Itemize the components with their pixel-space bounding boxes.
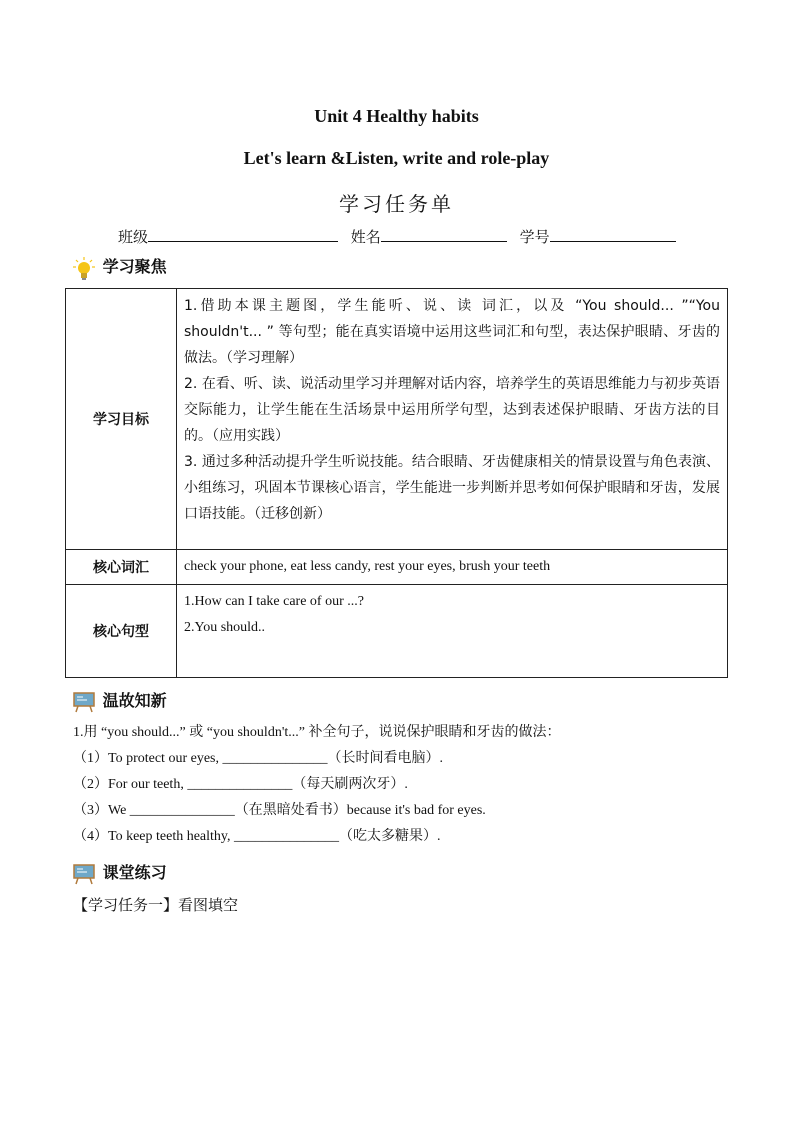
name-label: 姓名: [350, 228, 381, 246]
focus-heading-text: 学习聚焦: [102, 257, 167, 276]
review-heading-text: 温故知新: [102, 691, 167, 710]
review-heading: [73, 688, 167, 713]
lightbulb-icon: [73, 257, 95, 279]
vocab-line: check your phone, eat less candy, rest your eyes, brush your teeth: [184, 559, 551, 574]
review-item-4: （4）To keep teeth healthy, _______________（吃太多糖果）.: [73, 829, 441, 844]
review-intro: 1.用 “you should...” 或 “you shouldn't...” 补全句子，说说保护眼睛和牙齿的做法：: [73, 725, 561, 740]
unit-title: Unit 4 Healthy habits: [314, 106, 479, 126]
sentence-content: [177, 585, 728, 678]
easel-icon: [73, 691, 95, 713]
practice-heading-text: 课堂练习: [102, 863, 167, 882]
vocab-content: [177, 550, 728, 585]
easel-icon: [73, 863, 95, 885]
name-blank[interactable]: [381, 227, 507, 242]
sentence-2: 2.You should..: [184, 620, 266, 635]
review-item-3: （3）We _______________（在黑暗处看书）because it's bad for eyes.: [73, 803, 486, 818]
goal-1: 1.借助本课主题图，学生能听、说、读 词汇，以及 “You should... ”“You shouldn't... ” 等句型；能在真实语境中运用这些词汇和句型，表达保护眼睛、牙齿的做法。（学习理解）: [184, 298, 720, 366]
practice-task: 【学习任务一】看图填空: [73, 896, 239, 914]
class-label: 班级: [118, 228, 149, 246]
goal-3: 3. 通过多种活动提升学生听说技能。结合眼睛、牙齿健康相关的情景设置与角色表演、小组练习，巩固本节课核心语言，学生能进一步判断并思考如何保护眼睛和牙齿，发展口语技能。（迁移创新）: [184, 454, 720, 522]
goals-content: [177, 289, 728, 550]
number-label: 学号: [519, 228, 550, 246]
vocab-label: 核心词汇: [66, 550, 177, 585]
number-blank[interactable]: [550, 227, 676, 242]
review-item-2: （2）For our teeth, _______________（每天刷两次牙）.: [73, 777, 408, 792]
table-row: [66, 550, 728, 585]
sentence-label: 核心句型: [66, 585, 177, 678]
goal-2: 2. 在看、听、读、说活动里学习并理解对话内容，培养学生的英语思维能力与初步英语交际能力，让学生能在生活场景中运用所学句型，达到表述保护眼睛、牙齿方法的目的。（应用实践）: [184, 376, 720, 444]
table-row: [66, 289, 728, 550]
student-info-line: [118, 226, 684, 247]
sheet-title: 学习任务单: [339, 192, 454, 216]
sentence-1: 1.How can I take care of our ...?: [184, 594, 364, 609]
focus-table: [65, 288, 728, 678]
table-row: [66, 585, 728, 678]
review-exercise: [73, 720, 560, 850]
class-blank[interactable]: [148, 227, 338, 242]
practice-heading: [73, 860, 167, 885]
goals-label: 学习目标: [66, 289, 177, 550]
review-item-1: （1）To protect our eyes, _______________（长时间看电脑）.: [73, 751, 443, 766]
lesson-title: Let's learn &Listen, write and role-play: [243, 148, 550, 168]
focus-heading: [73, 254, 167, 279]
